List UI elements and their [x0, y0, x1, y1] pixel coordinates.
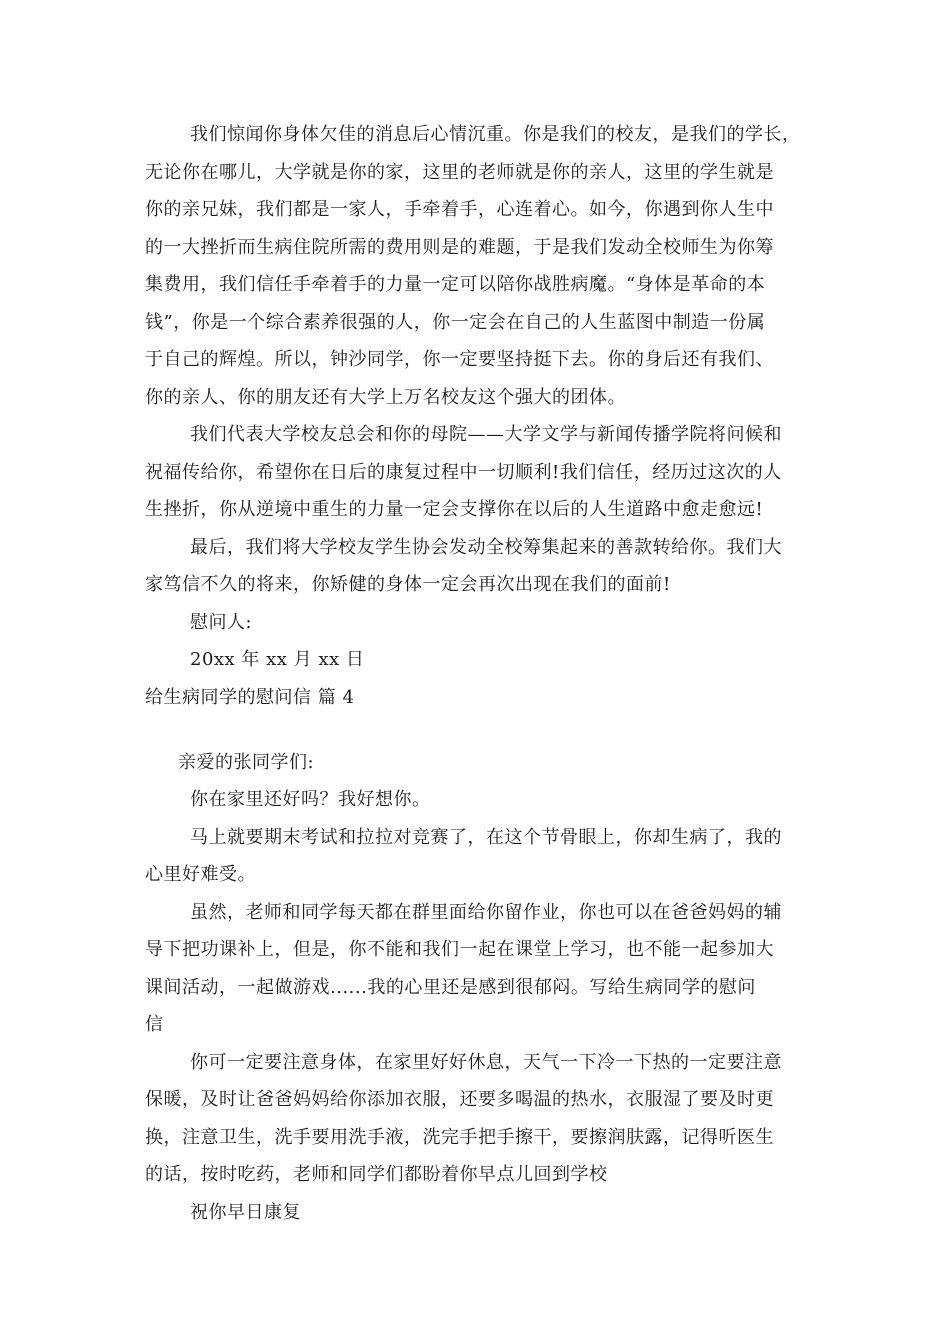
text-line: 生挫折，你从逆境中重生的力量一定会支撑你在以后的人生道路中愈走愈远!	[145, 499, 764, 520]
section-title: 给生病同学的慰问信 篇 4	[145, 687, 355, 708]
text-line: 我们代表大学校友总会和你的母院——大学文学与新闻传播学院将问候和	[190, 424, 782, 445]
text-line: 祝福传给你，希望你在日后的康复过程中一切顺利!我们信任，经历过这次的人	[145, 462, 782, 483]
text-line: 保暖，及时让爸爸妈妈给你添加衣服，还要多喝温的热水，衣服湿了要及时更	[145, 1089, 774, 1110]
text-line: 你可一定要注意身体，在家里好好休息，天气一下冷一下热的一定要注意	[190, 1052, 782, 1073]
text-line: 家笃信不久的将来，你矫健的身体一定会再次出现在我们的面前!	[145, 574, 671, 595]
signature: 慰问人:	[190, 612, 253, 633]
text-line: 导下把功课补上，但是，你不能和我们一起在课堂上学习，也不能一起参加大	[145, 939, 774, 960]
text-line: 钱”，你是一个综合素养很强的人，你一定会在自己的人生蓝图中制造一份属	[145, 312, 766, 333]
text-line: 我们惊闻你身体欠佳的消息后心情沉重。你是我们的校友，是我们的学长，	[190, 124, 801, 145]
text-line: 的话，按时吃药，老师和同学们都盼着你早点儿回到学校	[145, 1164, 608, 1185]
text-line: 的一大挫折而生病住院所需的费用则是的难题，于是我们发动全校师生为你筹	[145, 237, 774, 258]
text-line: 集费用，我们信任手牵着手的力量一定可以陪你战胜病魔。“身体是革命的本	[145, 274, 766, 295]
greeting: 亲爱的张同学们:	[178, 752, 315, 773]
text-line: 课间活动，一起做游戏......我的心里还是感到很郁闷。写给生病同学的慰问	[145, 977, 756, 998]
closing: 祝你早日康复	[190, 1202, 301, 1223]
text-line: 无论你在哪儿，大学就是你的家，这里的老师就是你的亲人，这里的学生就是	[145, 162, 774, 183]
date: 20xx 年 xx 月 xx 日	[190, 649, 365, 670]
text-line: 虽然，老师和同学每天都在群里面给你留作业，你也可以在爸爸妈妈的辅	[190, 902, 782, 923]
text-line: 你的亲人、你的朋友还有大学上万名校友这个强大的团体。	[145, 387, 626, 408]
text-line: 你的亲兄妹，我们都是一家人，手牵着手，心连着心。如今，你遇到你人生中	[145, 199, 774, 220]
text-line: 你在家里还好吗？我好想你。	[190, 789, 431, 810]
text-line: 换，注意卫生，洗手要用洗手液，洗完手把手擦干，要擦润肤露，记得听医生	[145, 1127, 774, 1148]
text-line: 马上就要期末考试和拉拉对竞赛了，在这个节骨眼上，你却生病了，我的	[190, 827, 782, 848]
text-line: 信	[145, 1014, 164, 1035]
text-line: 于自己的辉煌。所以，钟沙同学，你一定要坚持挺下去。你的身后还有我们、	[145, 349, 774, 370]
text-line: 最后，我们将大学校友学生协会发动全校筹集起来的善款转给你。我们大	[190, 537, 782, 558]
text-line: 心里好难受。	[145, 864, 256, 885]
